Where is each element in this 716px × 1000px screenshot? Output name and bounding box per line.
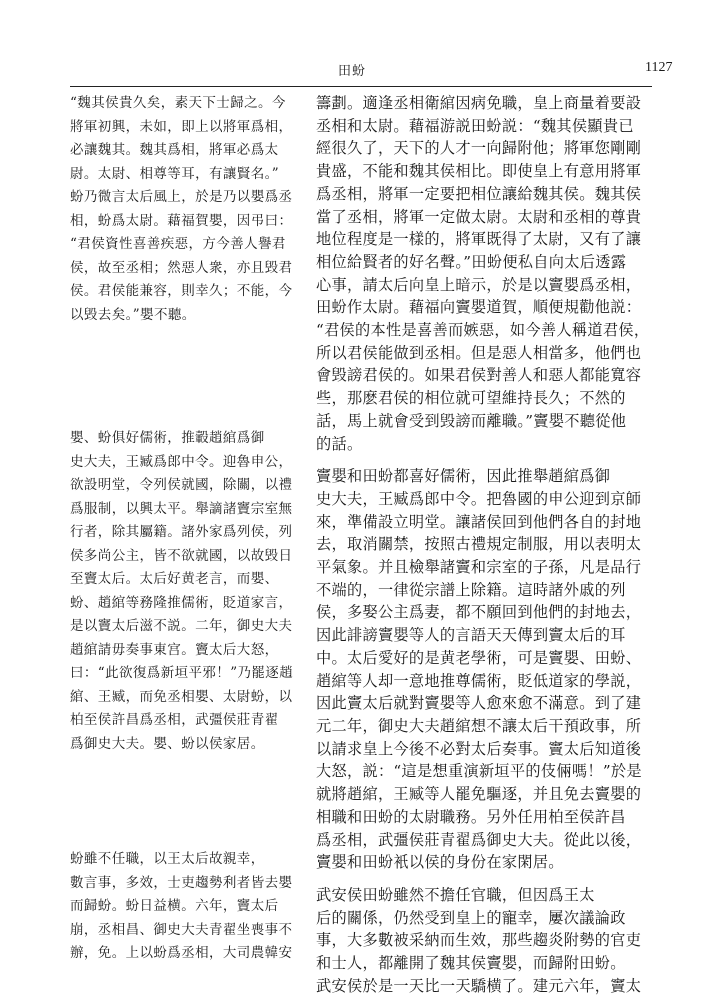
original-paragraph-3: 蚡雖不任職，以王太后故親幸， 數言事，多效，士吏趨勢利者皆去嬰 而歸蚡。蚡日益横。六年，竇太后 崩，丞相昌、御史大夫青翟坐喪事不 辦，免。上以蚡爲丞相，大司農韓安 <box>70 851 293 961</box>
paragraph-gap <box>316 874 654 884</box>
paragraph-gap <box>70 756 310 848</box>
page-number: 1127 <box>645 60 673 75</box>
translation-paragraph-1: 籌劃。適逢丞相衛綰因病免職，皇上商量着要設 丞相和太尉。藉福游説田蚡説：“魏其侯顯貴已 經很久了，天下的人才一向歸附他；將軍您剛剛 貴盛，不能和魏其侯相比。即使皇上有意用將軍 爲丞相，將軍一定要把相位讓給魏其侯。魏其侯 當了丞相，將軍一定做太尉。太尉和丞相的尊貴 地位程度是一樣的，將軍既得了太尉，又有了讓 相位給賢者的好名聲。”田蚡便私自向太后透露 心事，請太后向皇上暗示，於是以竇嬰爲丞相， 田蚡作太尉。藉福向竇嬰道賀，順便規勸他説： “君侯的本性是喜善而嫉惡，如今善人稱道君侯， 所以君侯能做到丞相。但是惡人相當多，他們也 會毁謗君侯的。如果君侯對善人和惡人都能寬容 些，那麽君侯的相位就可望維持長久；不然的 話，馬上就會受到毁謗而離職。”竇嬰不聽從他 的話。 <box>316 94 650 453</box>
paragraph-gap <box>70 327 310 427</box>
translation-paragraph-3: 武安侯田蚡雖然不擔任官職，但因爲王太 后的關係，仍然受到皇上的寵幸，屢次議論政 事，大多數被采納而生效，那些趨炎附勢的官吏 和士人，都離開了魏其侯竇嬰，而歸附田蚡。 武安侯於是一天比一天驕横了。建元六年，竇太 <box>316 885 642 995</box>
header-rule <box>70 86 652 87</box>
original-paragraph-2: 嬰、蚡俱好儒術，推轂趙綰爲御 史大夫，王臧爲郎中令。迎魯申公， 欲設明堂，令列侯就國，除關，以禮 爲服制，以興太平。舉謫諸竇宗室無 行者，除其屬籍。諸外家爲列侯，列 侯多尚公主，皆不欲就國，以故毁日 至竇太后。太后好黄老言，而嬰、 蚡、趙綰等務隆推儒術，貶道家言， 是以竇太后滋不説。二年，御史大夫 趙綰請毋奏事東宫。竇太后大怒， 曰：“此欲復爲新垣平邪！”乃罷逐趙 綰、王臧，而免丞相嬰、太尉蚡，以 柏至侯許昌爲丞相，武彊侯莊青翟 爲御史大夫。嬰、蚡以侯家居。 <box>70 430 294 752</box>
translation-paragraph-2: 竇嬰和田蚡都喜好儒術，因此推舉趙綰爲御 史大夫，王臧爲郎中令。把魯國的申公迎到京師 來，準備設立明堂。讓諸侯回到他們各自的封地 去，取消關禁，按照古禮規定制服，用以表明太 平氣象。并且檢舉諸竇和宗室的子孫，凡是品行 不端的，一律從宗譜上除籍。這時諸外戚的列 侯，多娶公主爲妻，都不願回到他們的封地去， 因此誹謗竇嬰等人的言語天天傳到竇太后的耳 中。太后愛好的是黄老學術，可是竇嬰、田蚡、 趙綰等人却一意地推尊儒術，貶低道家的學説， 因此竇太后就對竇嬰等人愈來愈不滿意。到了建 元二年，御史大夫趙綰想不讓太后干預政事，所 以請求皇上今後不必對太后奏事。竇太后知道後 大怒，説：“這是想重演新垣平的伎倆嗎！”於是 就將趙綰，王臧等人罷免驅逐，并且免去竇嬰的 相職和田蚡的太尉職務。另外任用柏至侯許昌 爲丞相，武彊侯莊青翟爲御史大夫。從此以後， 竇嬰和田蚡衹以侯的身份在家閑居。 <box>316 467 642 872</box>
page-header-title: 田蚡 <box>338 64 367 79</box>
original-text-column <box>70 92 310 966</box>
translation-column <box>316 92 654 997</box>
paragraph-gap <box>316 455 654 465</box>
original-paragraph-1: “魏其侯貴久矣，素天下士歸之。今 將軍初興，未如，即上以將軍爲相， 必讓魏其。魏其爲相，將軍必爲太 尉。太尉、相尊等耳，有讓賢名。” 蚡乃微言太后風上，於是乃以嬰爲丞 相，蚡爲太尉。藉福賀嬰，因弔曰： “君侯資性喜善疾惡，方今善人譽君 侯，故至丞相；然惡人衆，亦且毁君 侯。君侯能兼容，則幸久；不能，今 以毁去矣。”嬰不聽。 <box>70 95 293 323</box>
